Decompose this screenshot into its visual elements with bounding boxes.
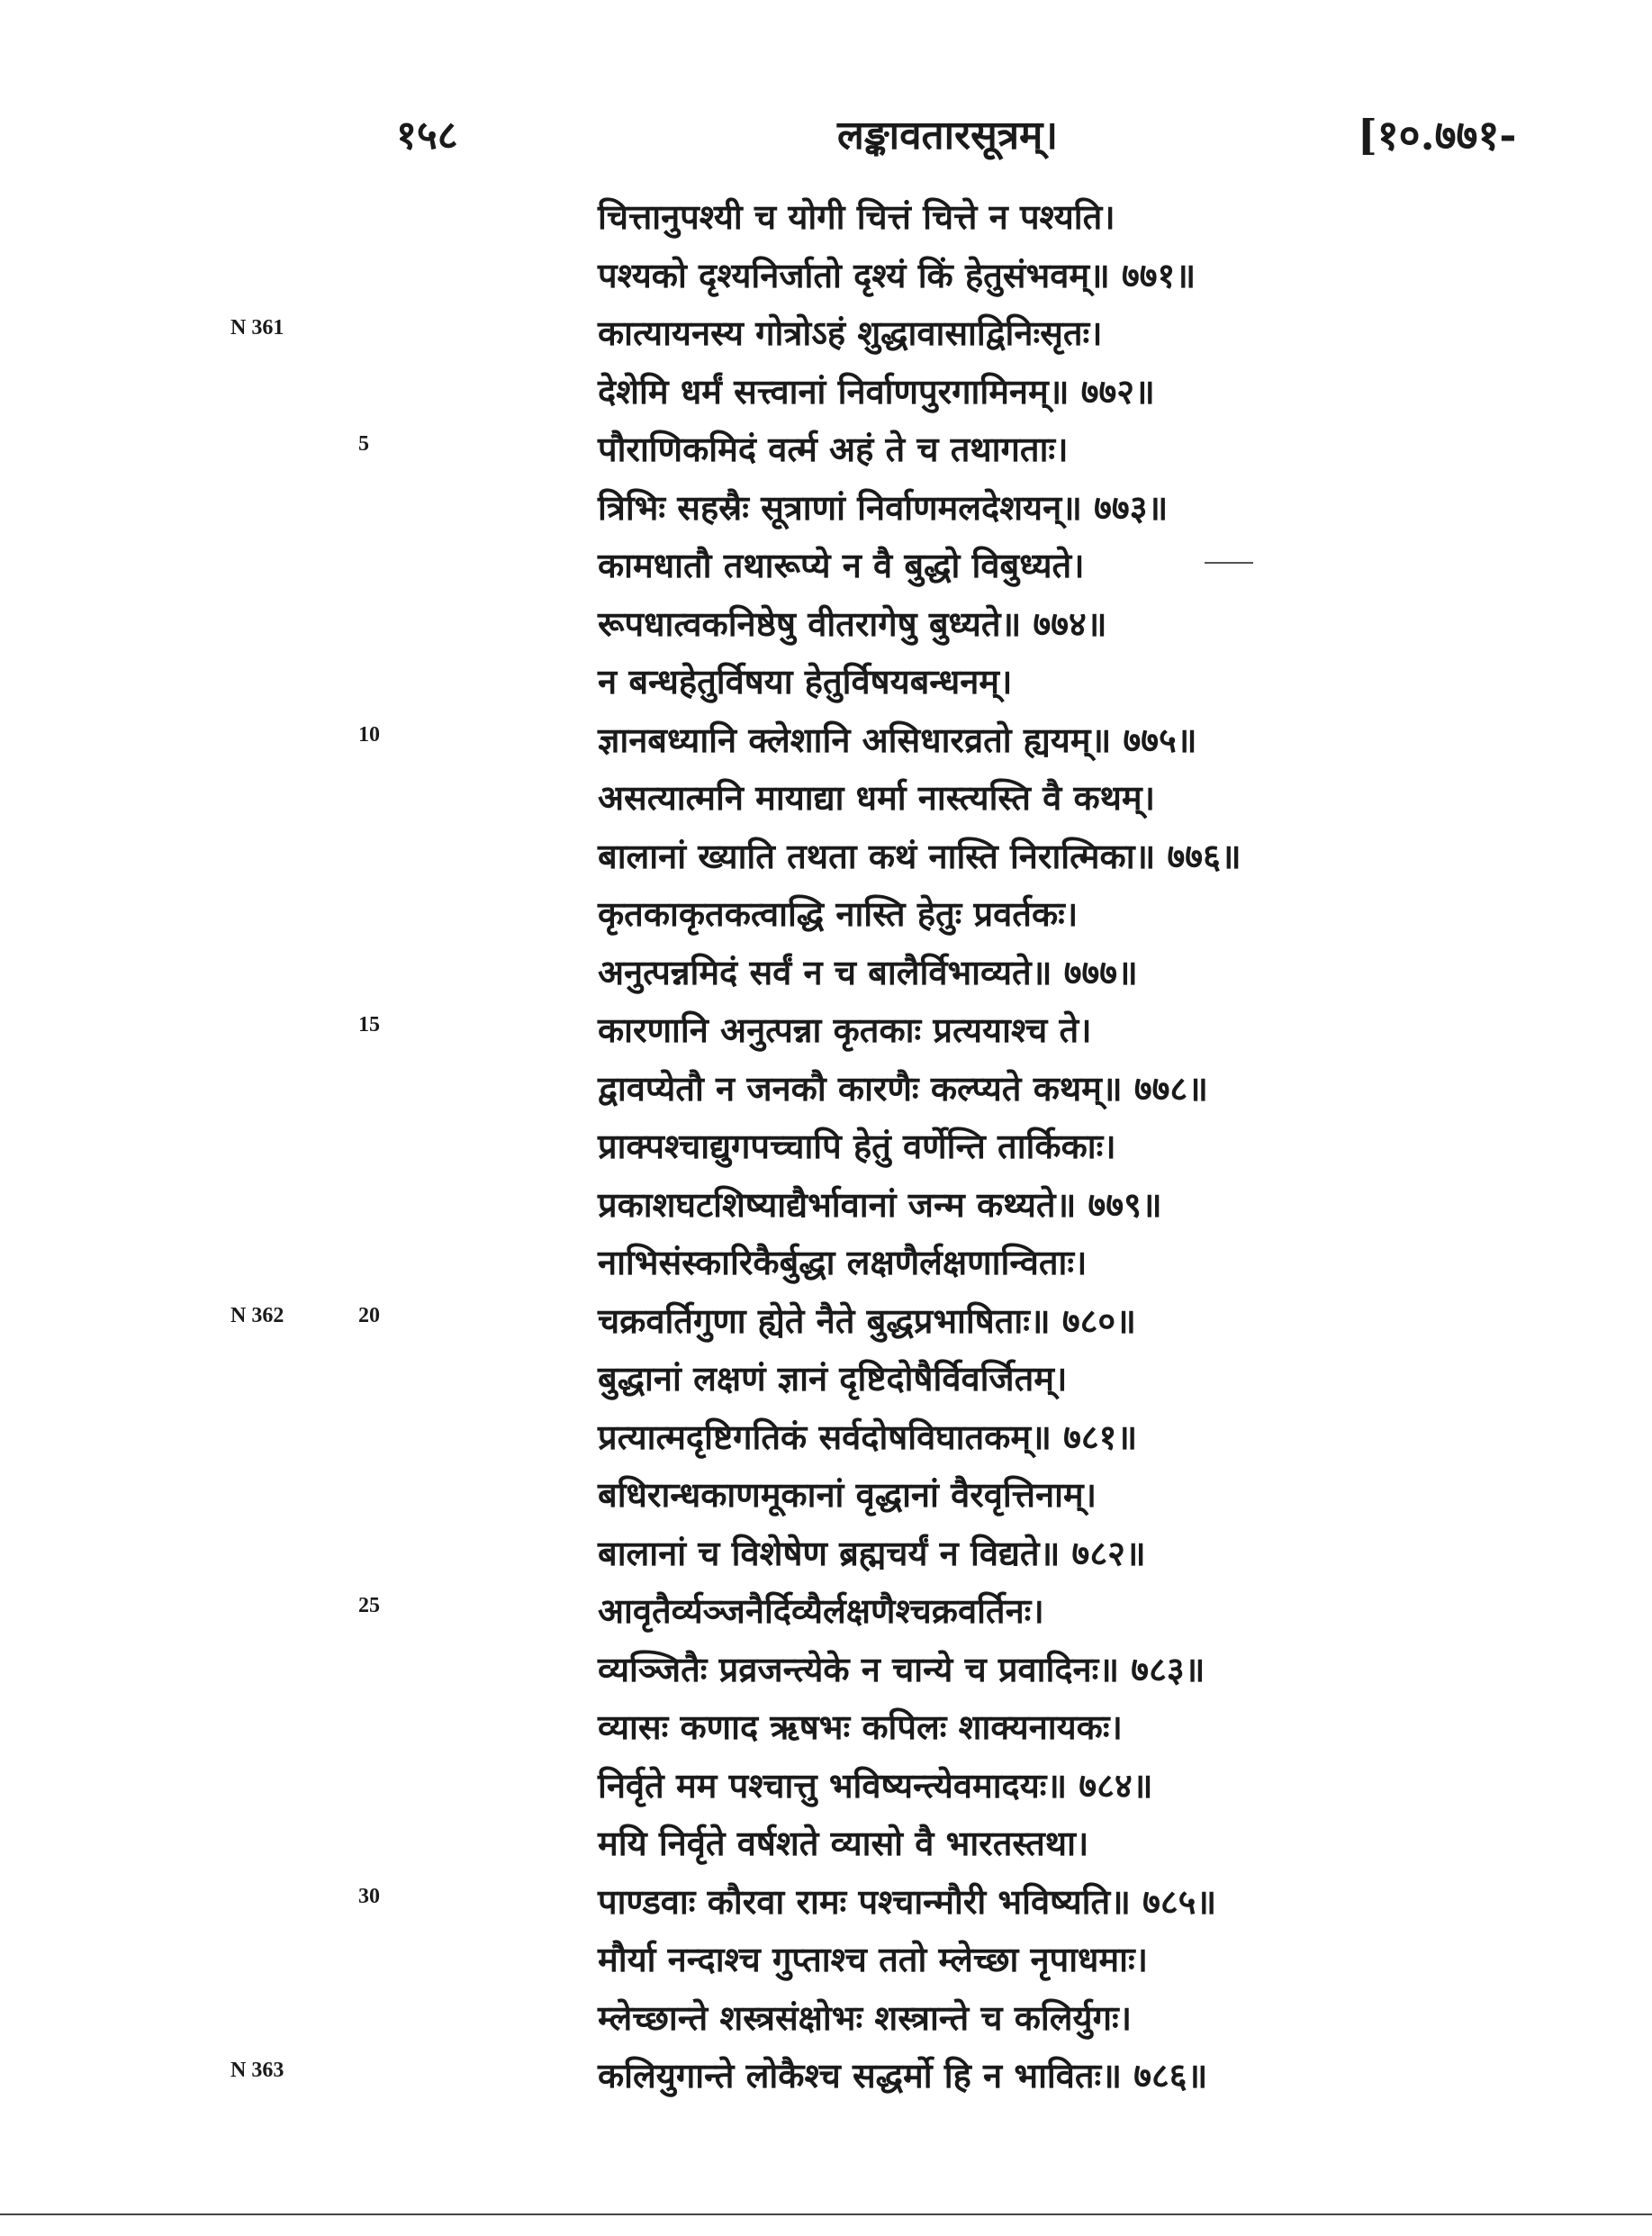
verse-text: कात्यायनस्य गोत्रोऽहं शुद्धावासाद्विनिःसृतः। [598,312,1103,353]
verse-text: देशेमि धर्मं सत्त्वानां निर्वाणपुरगामिनम्॥ ७७२॥ [598,370,1155,412]
verse-text: म्लेच्छान्ते शस्त्रसंक्षोभः शस्त्रान्ते च कलिर्युगः। [598,1996,1133,2038]
verse-line [0,366,1652,424]
verse-text: निर्वृते मम पश्चात्तु भविष्यन्त्येवमादयः॥ ७८४॥ [598,1764,1153,1806]
verse-line [0,1236,1652,1295]
verse-text: नाभिसंस्कारिकैर्बुद्धा लक्षणैर्लक्षणान्विताः। [598,1242,1088,1282]
verse-line [0,191,1652,249]
verse-line [0,1643,1652,1702]
verse-line [0,1063,1652,1121]
verse-text: कामधातौ तथारूप्ये न वै बुद्धो विबुध्यते। [598,545,1085,585]
verse-text: बालानां ख्याति तथता कथं नास्ति निरात्मिका॥ ७७६॥ [598,835,1241,876]
line-number: 15 [358,1013,380,1037]
verse-text: ज्ञानबध्यानि क्लेशानि असिधारव्रतो ह्ययम्॥ ७७५॥ [598,719,1197,760]
verse-text: बालानां च विशेषेण ब्रह्मचर्यं न विद्यते॥ ७८२॥ [598,1532,1146,1573]
manuscript-reference: N 361 [230,316,284,339]
verse-line [0,1527,1652,1586]
verse-text: बधिरान्धकाणमूकानां वृद्धानां वैरवृत्तिनाम्। [598,1474,1097,1515]
verse-text: न बन्धहेतुर्विषया हेतुर्विषयबन्धनम्। [598,661,1013,702]
verse-text: मौर्या नन्दाश्च गुप्ताश्च ततो म्लेच्छा नृपाधमाः। [598,1939,1149,1979]
verse-line [0,1179,1652,1237]
verse-line [0,1933,1652,1992]
manuscript-reference: N 362 [230,1303,284,1327]
verse-line [0,1701,1652,1760]
verse-line [0,714,1652,773]
verse-line [0,1004,1652,1063]
verse-text: प्राक्पश्चाद्युगपच्चापि हेतुं वर्णेन्ति तार्किकाः। [598,1126,1116,1166]
bottom-rule [0,2213,1652,2215]
verse-line [0,1992,1652,2050]
verse-text: कारणानि अनुत्पन्ना कृतकाः प्रत्ययाश्च ते। [598,1009,1092,1050]
verse-body [0,191,1652,2108]
line-number: 20 [358,1303,380,1327]
verse-text: चक्रवर्तिगुणा ह्येते नैते बुद्धप्रभाषिताः॥ ७८०॥ [598,1299,1136,1341]
verse-line [0,1120,1652,1179]
verse-text: द्वावप्येतौ न जनकौ कारणैः कल्प्यते कथम्॥ ७७८॥ [598,1067,1208,1109]
verse-text: त्रिभिः सहस्रैः सूत्राणां निर्वाणमलदेशयन्॥ ७७३॥ [598,486,1169,528]
verse-text: रूपधात्वकनिष्ठेषु वीतरागेषु बुध्यते॥ ७७४॥ [598,602,1107,644]
verse-line [0,307,1652,366]
verse-text: प्रकाशघटशिष्याद्यैर्भावानां जन्म कथ्यते॥ ७७९॥ [598,1183,1162,1225]
verse-text: बुद्धानां लक्षणं ज्ञानं दृष्टिदोषैर्विवर्जितम्। [598,1358,1068,1399]
page-number: १५८ [396,113,458,158]
verse-text: व्यञ्जितैः प्रव्रजन्त्येके न चान्ये च प्रवादिनः॥ ७८३॥ [598,1648,1205,1689]
verse-line [0,656,1652,714]
verse-line [0,772,1652,830]
verse-line [0,598,1652,656]
manuscript-reference: N 363 [230,2059,284,2082]
verse-range: [१०.७७१- [1358,111,1517,159]
line-number: 5 [358,432,369,456]
verse-line [0,482,1652,540]
verse-line [0,1817,1652,1876]
line-number: 30 [358,1884,380,1908]
verse-text: असत्यात्मनि मायाद्या धर्मा नास्त्यस्ति वै कथम्। [598,777,1156,818]
verse-line [0,888,1652,946]
verse-text: अनुत्पन्नमिदं सर्वं न च बालैर्विभाव्यते॥ ७७७॥ [598,951,1138,992]
verse-line [0,1469,1652,1527]
verse-text: मयि निर्वृते वर्षशते व्यासो वै भारतस्तथा। [598,1823,1089,1863]
verse-text: पश्यको दृश्यनिर्जातो दृश्यं किं हेतुसंभवम्॥ ७७१॥ [598,254,1196,295]
verse-text: प्रत्यात्मदृष्टिगतिकं सर्वदोषविघातकम्॥ ७८१॥ [598,1416,1138,1457]
verse-text: चित्तानुपश्यी च योगी चित्तं चित्ते न पश्यति। [598,196,1115,237]
verse-line [0,1353,1652,1411]
verse-line [0,1760,1652,1818]
verse-text: पाण्डवाः कौरवा रामः पश्चान्मौरी भविष्यति॥ ७८५॥ [598,1880,1217,1922]
verse-text: कलियुगान्ते लोकैश्च सद्धर्मो हि न भावितः॥ ७८६॥ [598,2055,1208,2096]
verse-line [0,1585,1652,1643]
verse-line [0,1876,1652,1934]
running-title: लङ्कावतारसूत्रम्। [837,113,1059,158]
verse-line [0,1295,1652,1353]
running-header [0,106,1652,169]
verse-text: आवृतैर्व्यञ्जनैर्दिव्यैर्लक्षणैश्चक्रवर्तिनः। [598,1590,1044,1631]
verse-text: पौराणिकमिदं वर्त्म अहं ते च तथागताः। [598,429,1069,469]
verse-line [0,946,1652,1005]
verse-text: व्यासः कणाद ऋषभः कपिलः शाक्यनायकः। [598,1706,1123,1747]
verse-line [0,249,1652,308]
verse-line [0,830,1652,889]
verse-line [0,423,1652,482]
verse-line [0,1411,1652,1470]
verse-line [0,2050,1652,2108]
verse-text: कृतकाकृतकत्वाद्धि नास्ति हेतुः प्रवर्तकः। [598,893,1079,934]
line-number: 10 [358,722,380,747]
line-number: 25 [358,1594,380,1617]
verse-line [0,539,1652,598]
